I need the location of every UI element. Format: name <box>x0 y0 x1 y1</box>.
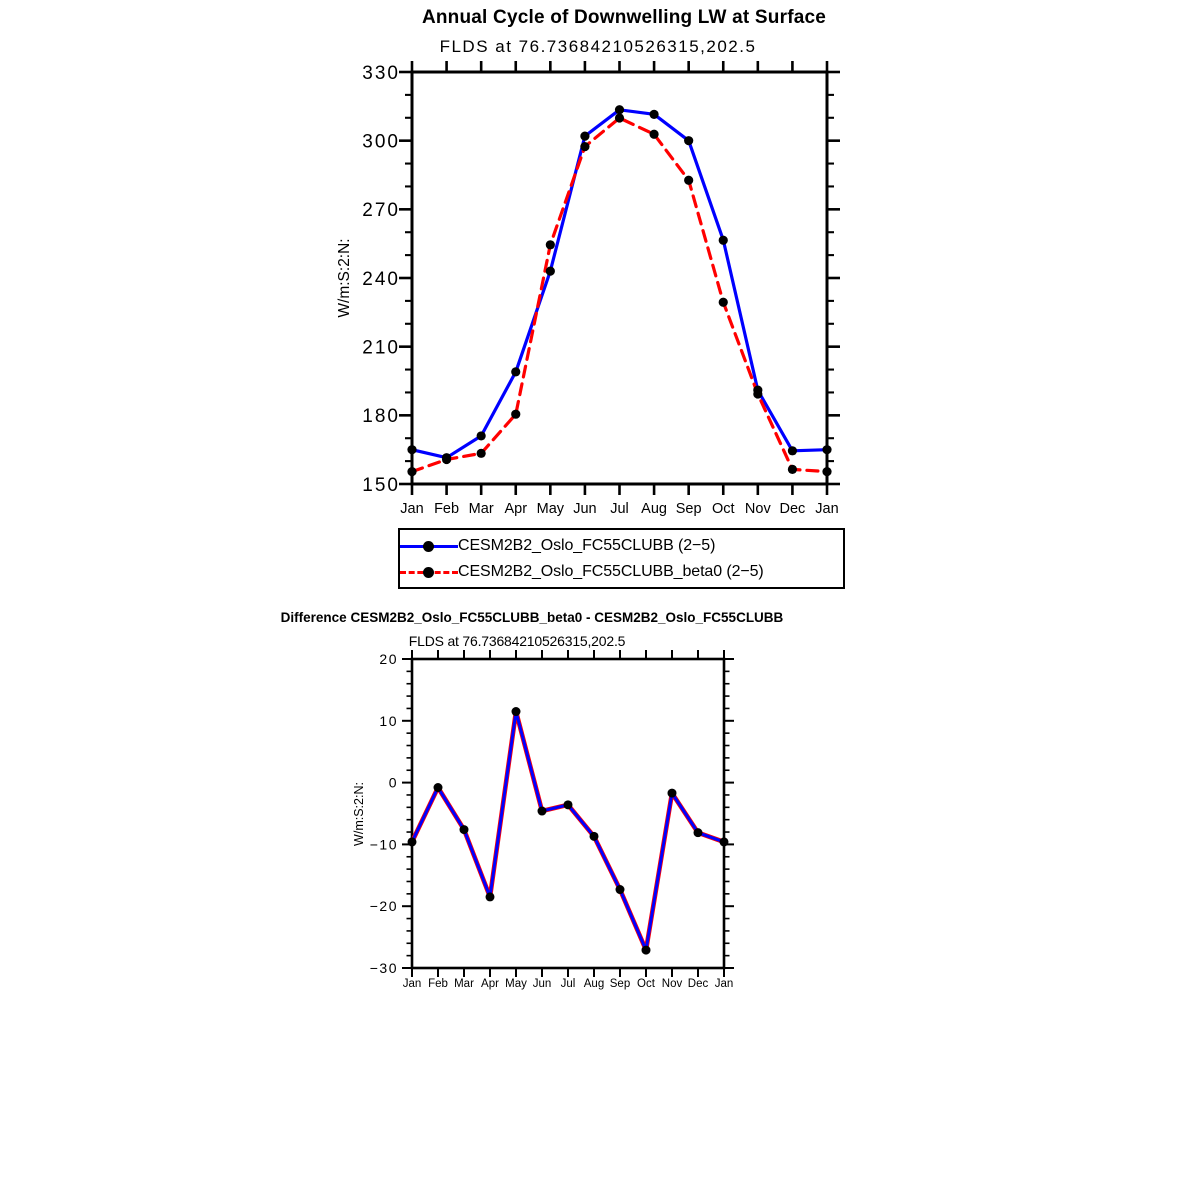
legend <box>398 528 845 589</box>
legend-line-sample-dashed <box>400 566 458 579</box>
annual-cycle-data-point-marker <box>753 389 762 398</box>
annual-cycle-y-tick-label: 270 <box>362 200 400 222</box>
annual-cycle-data-point-marker <box>546 267 555 276</box>
marker-dot-icon <box>423 541 434 552</box>
annual-cycle-y-tick-label: 330 <box>362 62 400 84</box>
difference-y-axis-title: W/m:S:2:N: <box>352 782 366 846</box>
difference-series-line <box>412 712 724 951</box>
difference-x-tick-label: Feb <box>428 978 448 990</box>
annual-cycle-x-tick-label: Nov <box>744 501 771 517</box>
annual-cycle-data-point-marker <box>546 240 555 249</box>
difference-y-tick-label: 20 <box>379 651 398 668</box>
main-title: Annual Cycle of Downwelling LW at Surface <box>421 7 827 28</box>
difference-y-tick-label: 0 <box>388 774 398 791</box>
difference-chart-subtitle: FLDS at 76.73684210526315,202.5 <box>408 633 626 649</box>
annual-cycle-data-point-marker <box>684 176 693 185</box>
difference-x-tick-label: Sep <box>609 978 631 990</box>
annual-cycle-data-point-marker <box>511 410 520 419</box>
annual-cycle-data-point-marker <box>649 130 658 139</box>
annual-cycle-x-tick-label: Sep <box>675 501 702 517</box>
difference-y-tick-label: −30 <box>369 960 398 977</box>
annual-cycle-y-tick-label: 210 <box>362 337 400 359</box>
marker-dot-icon <box>423 567 434 578</box>
annual-cycle-data-point-marker <box>719 298 728 307</box>
annual-cycle-data-point-marker <box>649 110 658 119</box>
annual-cycle-y-tick-label: 300 <box>362 131 400 153</box>
difference-axis-box <box>412 659 724 968</box>
annual-cycle-y-tick-label: 150 <box>362 474 400 496</box>
annual-cycle-x-tick-label: Jul <box>610 501 629 517</box>
annual-cycle-data-point-marker <box>822 445 831 454</box>
annual-cycle-x-tick-label: Jan <box>815 501 839 517</box>
difference-data-point-marker <box>616 885 625 894</box>
annual-cycle-x-tick-label: Jan <box>400 501 424 517</box>
annual-cycle-data-point-marker <box>580 131 589 140</box>
annual-cycle-data-point-marker <box>580 142 589 151</box>
difference-x-tick-label: Jul <box>560 978 576 990</box>
difference-data-point-marker <box>538 807 547 816</box>
annual-cycle-y-tick-label: 240 <box>362 268 400 290</box>
difference-x-tick-label: Jan <box>714 978 734 990</box>
difference-data-point-marker <box>512 707 521 716</box>
difference-y-tick-label: 10 <box>379 712 398 729</box>
annual-cycle-x-tick-label: Apr <box>504 501 528 517</box>
difference-series-underlay <box>412 712 724 951</box>
legend-label-beta0: CESM2B2_Oslo_FC55CLUBB_beta0 (2−5) <box>458 563 764 580</box>
difference-x-tick-label: Mar <box>454 978 474 990</box>
annual-cycle-data-point-marker <box>477 431 486 440</box>
difference-x-tick-label: Jun <box>532 978 552 990</box>
difference-data-point-marker <box>694 828 703 837</box>
difference-data-point-marker <box>668 789 677 798</box>
legend-entry-control <box>400 533 843 559</box>
annual-cycle-axis-box <box>412 72 827 484</box>
annual-cycle-data-point-marker <box>788 465 797 474</box>
legend-line-sample-solid <box>400 540 458 553</box>
annual-cycle-data-point-marker <box>615 105 624 114</box>
legend-label-control: CESM2B2_Oslo_FC55CLUBB (2−5) <box>458 537 716 554</box>
difference-x-tick-label: Oct <box>637 978 655 990</box>
difference-chart-title: Difference CESM2B2_Oslo_FC55CLUBB_beta0 - CESM2B2_Oslo_FC55CLUBB <box>280 610 784 625</box>
annual-cycle-data-point-marker <box>477 449 486 458</box>
difference-x-tick-label: Dec <box>687 978 709 990</box>
difference-x-tick-label: Apr <box>481 978 499 990</box>
annual-cycle-data-point-marker <box>719 236 728 245</box>
annual-cycle-data-point-marker <box>511 367 520 376</box>
annual-cycle-data-point-marker <box>615 113 624 122</box>
difference-x-tick-label: Aug <box>583 978 605 990</box>
annual-cycle-y-tick-label: 180 <box>362 406 400 428</box>
annual-cycle-data-point-marker <box>822 467 831 476</box>
annual-cycle-series-line <box>412 118 827 472</box>
difference-x-tick-label: May <box>505 978 527 990</box>
annual-cycle-y-axis-title: W/m:S:2:N: <box>336 238 353 318</box>
annual-cycle-data-point-marker <box>788 446 797 455</box>
difference-data-point-marker <box>486 892 495 901</box>
difference-data-point-marker <box>720 837 729 846</box>
difference-data-point-marker <box>408 837 417 846</box>
annual-cycle-x-tick-label: Mar <box>468 501 494 517</box>
annual-cycle-x-tick-label: Dec <box>779 501 806 517</box>
difference-data-point-marker <box>590 832 599 841</box>
legend-entry-beta0 <box>400 559 843 585</box>
difference-y-tick-label: −10 <box>369 836 398 853</box>
annual-cycle-x-tick-label: Oct <box>711 501 735 517</box>
annual-cycle-x-tick-label: Feb <box>434 501 460 517</box>
annual-cycle-x-tick-label: Jun <box>573 501 597 517</box>
difference-x-tick-label: Jan <box>402 978 422 990</box>
difference-data-point-marker <box>460 825 469 834</box>
difference-data-point-marker <box>642 946 651 955</box>
top-chart-subtitle: FLDS at 76.73684210526315,202.5 <box>439 37 757 56</box>
annual-cycle-data-point-marker <box>684 136 693 145</box>
difference-data-point-marker <box>564 800 573 809</box>
difference-y-tick-label: −20 <box>369 898 398 915</box>
difference-data-point-marker <box>434 783 443 792</box>
annual-cycle-data-point-marker <box>442 455 451 464</box>
annual-cycle-x-tick-label: Aug <box>641 501 667 517</box>
annual-cycle-data-point-marker <box>407 445 416 454</box>
annual-cycle-x-tick-label: May <box>536 501 565 517</box>
difference-x-tick-label: Nov <box>661 978 683 990</box>
annual-cycle-data-point-marker <box>407 467 416 476</box>
